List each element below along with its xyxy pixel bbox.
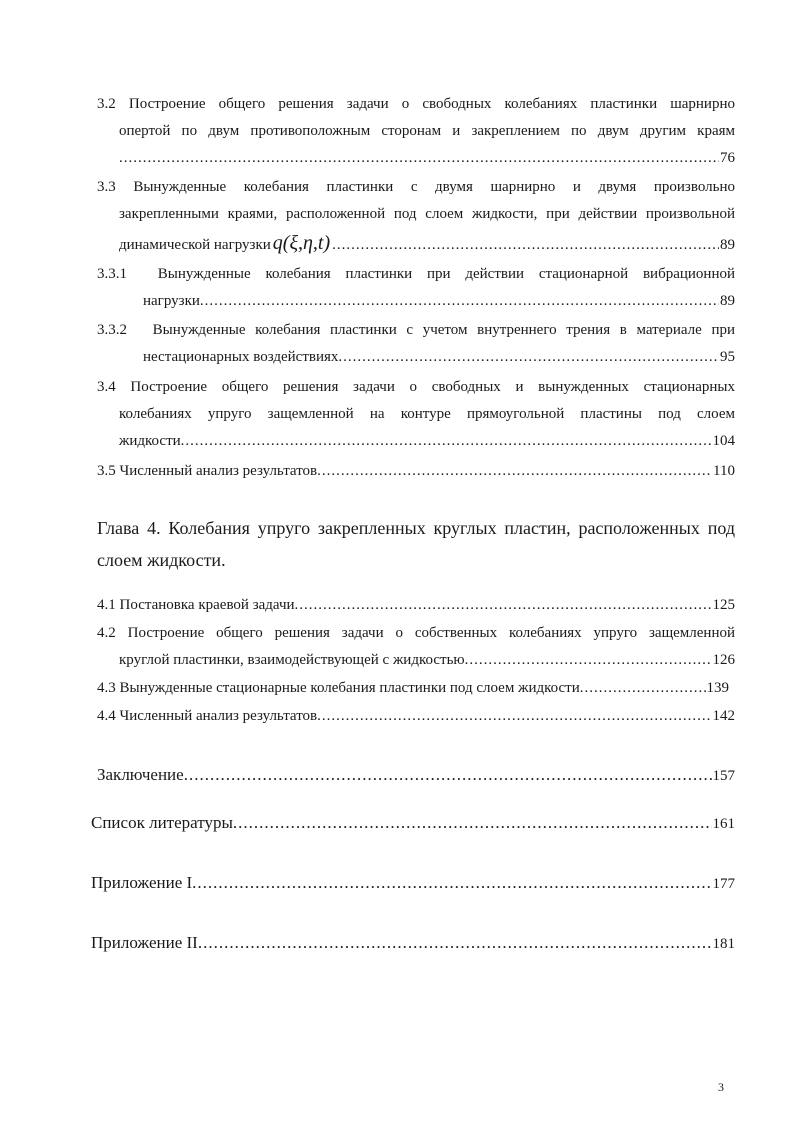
leader-dots [198,928,712,958]
section-title: Постановка краевой задачи [119,597,295,613]
toc-entry-4-1[interactable] [97,592,735,619]
toc-entry-4-3[interactable] [97,675,729,702]
toc-entry-conclusion-line [97,760,735,790]
toc-entry-3-3-1-line2 [97,288,735,315]
section-title: Заключение [97,765,184,784]
section-title: Построение общего решения задачи о свободных колебаниях пластинки шарнирно [128,96,735,112]
section-title-end: динамической нагрузки [119,237,271,253]
toc-entry-3-2-line3 [97,145,735,172]
leader-dots [465,647,712,674]
page-ref: 139 [706,680,729,696]
leader-dots [338,344,719,371]
leader-dots [295,592,712,619]
toc-entry-3-2-line1 [97,91,735,118]
leader-dots [332,230,719,258]
toc-entry-appendix-1-line [91,868,735,898]
leader-dots [317,703,711,730]
toc-entry-3-3-2-line2 [97,344,735,371]
page-ref: 126 [712,652,735,668]
page-ref: 95 [720,349,735,365]
page-ref: 89 [720,237,735,253]
toc-entry-4-1-line1 [97,592,735,619]
leader-dots [192,868,711,898]
toc-entry-3-5[interactable] [97,458,735,485]
toc-entry-4-2[interactable] [97,620,735,674]
section-title: Вынужденные стационарные колебания пластинки под слоем жидкости [119,680,580,696]
toc-entry-4-2-line1 [97,620,735,647]
toc-entry-4-4[interactable] [97,703,735,730]
leader-dots [580,675,706,702]
page-ref: 89 [720,293,735,309]
section-title: Построение общего решения задачи о собственных колебаниях упруго защемленной [127,625,735,641]
toc-entry-3-4-line3 [97,428,735,455]
toc-entry-3-5-line1 [97,458,735,485]
section-title: Приложение II [91,933,198,952]
toc-entry-3-3-2[interactable] [97,317,735,371]
section-number: 3.3.1 [97,266,127,282]
section-title: Вынужденные колебания пластинки при действии стационарной вибрационной [157,266,735,282]
leader-dots [317,458,712,485]
toc-entry-3-3-line3 [97,228,735,258]
section-number: 3.4 [97,379,116,395]
section-title-end: жидкости [119,433,181,449]
section-title: Численный анализ результатов [119,463,318,479]
toc-entry-appendix-2[interactable] [91,928,735,958]
load-formula: q(ξ,η,t) [272,232,331,254]
section-number: 4.4 [97,708,116,724]
section-number: 3.5 [97,463,116,479]
page-ref: 161 [712,816,735,832]
chapter-4-heading-line2: слоем жидкости. [97,550,226,570]
page-ref: 104 [712,433,735,449]
toc-entry-3-4-line2: колебаниях упруго защемленной на контуре прямоугольной пластины под слоем [119,406,735,422]
toc-entry-conclusion[interactable] [97,760,735,790]
leader-dots [181,428,712,455]
toc-entry-3-2[interactable] [97,91,735,172]
section-title-end: нестационарных воздействиях [143,349,339,365]
section-number: 3.2 [97,96,116,112]
page-ref: 76 [720,150,735,166]
section-number: 4.1 [97,597,116,613]
page-ref: 125 [712,597,735,613]
page-ref: 142 [712,708,735,724]
toc-entry-references-line [91,808,735,838]
page-ref: 110 [713,463,735,479]
section-title-end: круглой пластинки, взаимодействующей с жидкостью [119,652,465,668]
chapter-4-heading [97,512,735,576]
section-title: Список литературы [91,813,233,832]
page-ref: 177 [712,876,735,892]
section-title-end: нагрузки [143,293,200,309]
page-ref: 157 [712,768,735,784]
toc-entry-appendix-1[interactable] [91,868,735,898]
toc-entry-3-3-line2: закрепленными краями, расположенной под слоем жидкости, при действии произвольной [119,206,735,222]
section-title: Численный анализ результатов [119,708,318,724]
toc-entry-4-4-line1 [97,703,735,730]
leader-dots [119,145,719,172]
toc-entry-4-3-line1 [97,675,729,702]
leader-dots [184,760,712,790]
toc-entry-3-3-line1 [97,174,735,201]
section-number: 4.2 [97,625,116,641]
page-ref: 181 [712,936,735,952]
toc-entry-3-2-line2: опертой по двум противоположным сторонам и закреплением по двум другим краям [119,123,735,139]
toc-entry-3-3-1[interactable] [97,261,735,315]
leader-dots [200,288,719,315]
toc-entry-4-2-line2 [97,647,735,674]
chapter-4-heading-line1: Глава 4. Колебания упруго закрепленных круглых пластин, расположенных под [97,518,735,538]
toc-entry-appendix-2-line [91,928,735,958]
section-number: 3.3 [97,179,116,195]
section-title: Построение общего решения задачи о свободных и вынужденных стационарных [130,379,735,395]
toc-entry-references[interactable] [91,808,735,838]
leader-dots [233,808,712,838]
section-number: 3.3.2 [97,322,127,338]
page-number: 3 [718,1080,724,1094]
section-title: Вынужденные колебания пластинки с двумя шарнирно и двумя произвольно [133,179,735,195]
toc-entry-3-4[interactable] [97,374,735,455]
section-title: Вынужденные колебания пластинки с учетом внутреннего трения в материале при [152,322,735,338]
toc-entry-3-3-2-line1 [97,317,735,344]
section-number: 4.3 [97,680,116,696]
section-title: Приложение I [91,873,193,892]
toc-entry-3-3[interactable] [97,174,735,258]
toc-entry-3-4-line1 [97,374,735,401]
toc-entry-3-3-1-line1 [97,261,735,288]
